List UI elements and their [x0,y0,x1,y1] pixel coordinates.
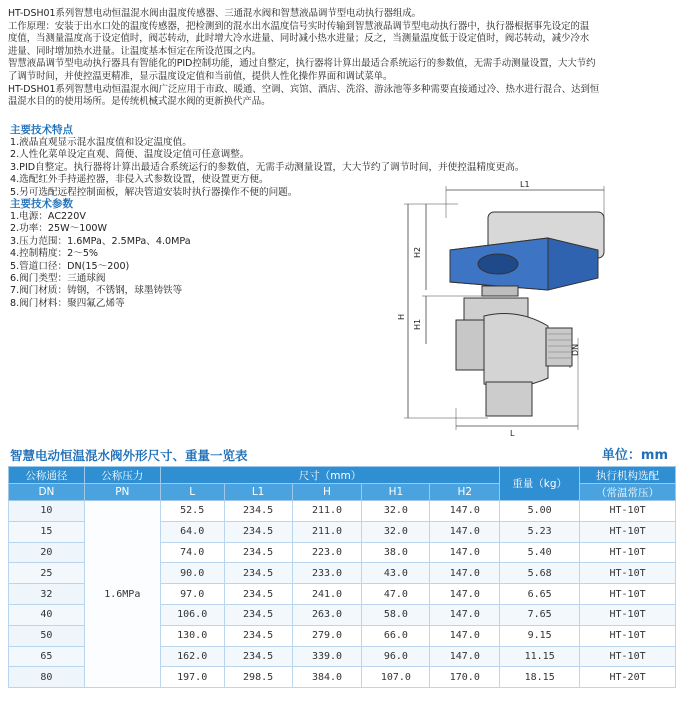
param-item: 8.阀门材料：聚四氟乙烯等 [10,297,125,309]
table-cell: HT-10T [580,521,676,542]
table-cell: HT-10T [580,501,676,522]
label-h1: H1 [413,318,422,330]
intro-line: 了调节时间，并使控温更精准，显示温度设定值和当前值，提供人性化操作界面和调试菜单。 [8,70,393,82]
table-cell: 234.5 [224,625,292,646]
table-cell: 80 [9,667,85,688]
param-item: 2.功率：25W～100W [10,223,108,235]
table-cell: 234.5 [224,501,292,522]
subheader-h1: H1 [362,484,430,501]
subheader-h2: H2 [430,484,500,501]
table-cell: 170.0 [430,667,500,688]
intro-line: HT-DSH01系列智慧电动恒温混水阀广泛应用于市政、暖通、空调、宾馆、酒店、洗浴、游泳池等多种需要直接通过冷、热水进行混合、达到恒 [8,83,600,95]
valve-left-port [456,320,486,370]
table-cell: 40 [9,604,85,625]
header-weight: 重量（kg） [500,467,580,501]
header-pn: 公称压力 [84,467,160,484]
label-h2: H2 [413,246,422,258]
table-body [9,501,676,688]
table-cell: HT-10T [580,584,676,605]
table-cell: 58.0 [362,604,430,625]
subheader-pn: PN [84,484,160,501]
table-cell: HT-10T [580,646,676,667]
actuator-neck [482,286,518,296]
table-cell: 279.0 [292,625,362,646]
intro-text [8,8,676,109]
param-item: 1.电源：AC220V [10,211,86,222]
table-cell: 106.0 [160,604,224,625]
table-cell: 263.0 [292,604,362,625]
table-cell: 32 [9,584,85,605]
table-cell: HT-10T [580,625,676,646]
feature-item: 4.选配红外手持遥控器，非侵入式参数设置，使设置更方便。 [10,174,269,186]
table-cell: 162.0 [160,646,224,667]
table-cell: 32.0 [362,501,430,522]
table-cell: 241.0 [292,584,362,605]
table-cell: 211.0 [292,521,362,542]
table-cell: 384.0 [292,667,362,688]
table-cell: 5.68 [500,563,580,584]
intro-line: HT-DSH01系列智慧电动恒温混水阀由温度传感器、三通混水阀和智慧液晶调节型电动执行器组成。 [8,8,422,19]
table-cell: 234.5 [224,563,292,584]
table-cell: 97.0 [160,584,224,605]
table-cell: 147.0 [430,646,500,667]
dimension-table [8,466,676,688]
table-cell: 66.0 [362,625,430,646]
param-item: 6.阀门类型：三通球阀 [10,273,106,285]
table-cell: 6.65 [500,584,580,605]
intro-line: 进量、同时增加热水进量。让温度基本恒定在所设范围之内。 [8,45,262,57]
table-cell: 96.0 [362,646,430,667]
table-cell: 43.0 [362,563,430,584]
label-dn: DN [571,343,580,356]
table-cell: 234.5 [224,521,292,542]
table-cell: 223.0 [292,542,362,563]
subheader-h: H [292,484,362,501]
table-cell: 65 [9,646,85,667]
table-cell: 107.0 [362,667,430,688]
table-cell: 147.0 [430,563,500,584]
table-cell: HT-20T [580,667,676,688]
valve-right-port [546,328,572,366]
table-cell: 298.5 [224,667,292,688]
table-cell: 64.0 [160,521,224,542]
label-h: H [397,313,406,320]
table-cell: 74.0 [160,542,224,563]
table-cell: 233.0 [292,563,362,584]
intro-line: 度值，当测量温度高于设定值时，阀芯转动，此时增大冷水进量、同时减小热水进量；反之，当测量温度低于设定值时，阀芯转动，减少冷水 [8,33,590,45]
params-title: 主要技术参数 [10,198,73,210]
param-item: 5.管道口径：DN(15～200) [10,260,130,272]
subheader-l1: L1 [224,484,292,501]
feature-item: 3.PID自整定。执行器将计算出最适合系统运行的参数值，无需手动测量设置，大大节约了调节时间，并使控温精度更高。 [10,161,525,173]
header-dn: 公称通径 [9,467,85,484]
table-cell: 147.0 [430,542,500,563]
table-cell: 11.15 [500,646,580,667]
feature-item: 2.人性化菜单设定直观、简便、温度设定值可任意调整。 [10,149,250,161]
table-cell: 18.15 [500,667,580,688]
table-cell: 234.5 [224,646,292,667]
table-cell: 20 [9,542,85,563]
param-item: 4.控制精度：2～5% [10,248,99,260]
table-row [9,501,676,522]
table-cell: 90.0 [160,563,224,584]
valve-bottom-port [486,382,532,416]
header-actuator: 执行机构选配 [580,467,676,484]
subheader-actuator: （常温常压） [580,484,676,501]
table-cell: 234.5 [224,584,292,605]
table-cell: 25 [9,563,85,584]
header-size: 尺寸（mm） [160,467,500,484]
table-cell: 147.0 [430,521,500,542]
table-cell: 5.23 [500,521,580,542]
table-cell: 9.15 [500,625,580,646]
param-item: 3.压力范围：1.6MPa、2.5MPa、4.0MPa [10,235,191,247]
table-cell: 10 [9,501,85,522]
table-cell: 339.0 [292,646,362,667]
table-cell: 52.5 [160,501,224,522]
table-cell: 211.0 [292,501,362,522]
table-cell: 15 [9,521,85,542]
table-cell: 5.40 [500,542,580,563]
table-cell: 197.0 [160,667,224,688]
table-cell: 47.0 [362,584,430,605]
subheader-l: L [160,484,224,501]
table-cell: 147.0 [430,604,500,625]
table-cell: HT-10T [580,604,676,625]
unit-label: 单位：mm [601,448,668,463]
table-cell: 7.65 [500,604,580,625]
intro-line: 工作原理：安装于出水口处的温度传感器，把检测到的混水出水温度信号实时传输到智慧液晶调节型电动执行器中，执行器根据事先设定的温 [8,20,590,32]
table-cell: HT-10T [580,542,676,563]
table-cell: 147.0 [430,625,500,646]
intro-line: 智慧液晶调节型电动执行器具有智能化的PID控制功能，通过自整定，执行器将计算出最适合系统运行的参数值，无需手动测量设置，大大节约 [8,58,596,70]
table-cell: HT-10T [580,563,676,584]
table-cell: 50 [9,625,85,646]
intro-line: 温混水目的的使用场所。是传统机械式混水阀的更新换代产品。 [8,96,271,108]
table-cell: 38.0 [362,542,430,563]
param-item: 7.阀门材质：铸钢，不锈钢，球墨铸铁等 [10,285,183,297]
valve-body [484,314,548,387]
features-title: 主要技术特点 [10,124,73,136]
table-cell: 5.00 [500,501,580,522]
table-cell: 147.0 [430,501,500,522]
table-cell: 147.0 [430,584,500,605]
subheader-dn: DN [9,484,85,501]
cell-pn: 1.6MPa [84,501,160,688]
table-cell: 234.5 [224,542,292,563]
label-l: L [510,429,515,438]
feature-item: 5.另可选配远程控制面板，解决管道安装时执行器操作不便的问题。 [10,186,298,198]
label-l1: L1 [520,180,530,189]
table-cell: 234.5 [224,604,292,625]
table-cell: 130.0 [160,625,224,646]
params-list [10,211,270,310]
table-title: 智慧电动恒温混水阀外形尺寸、重量一览表 [10,448,248,463]
table-cell: 32.0 [362,521,430,542]
valve-drawing [398,178,610,438]
feature-item: 1.液晶直观显示混水温度值和设定温度值。 [10,137,192,148]
